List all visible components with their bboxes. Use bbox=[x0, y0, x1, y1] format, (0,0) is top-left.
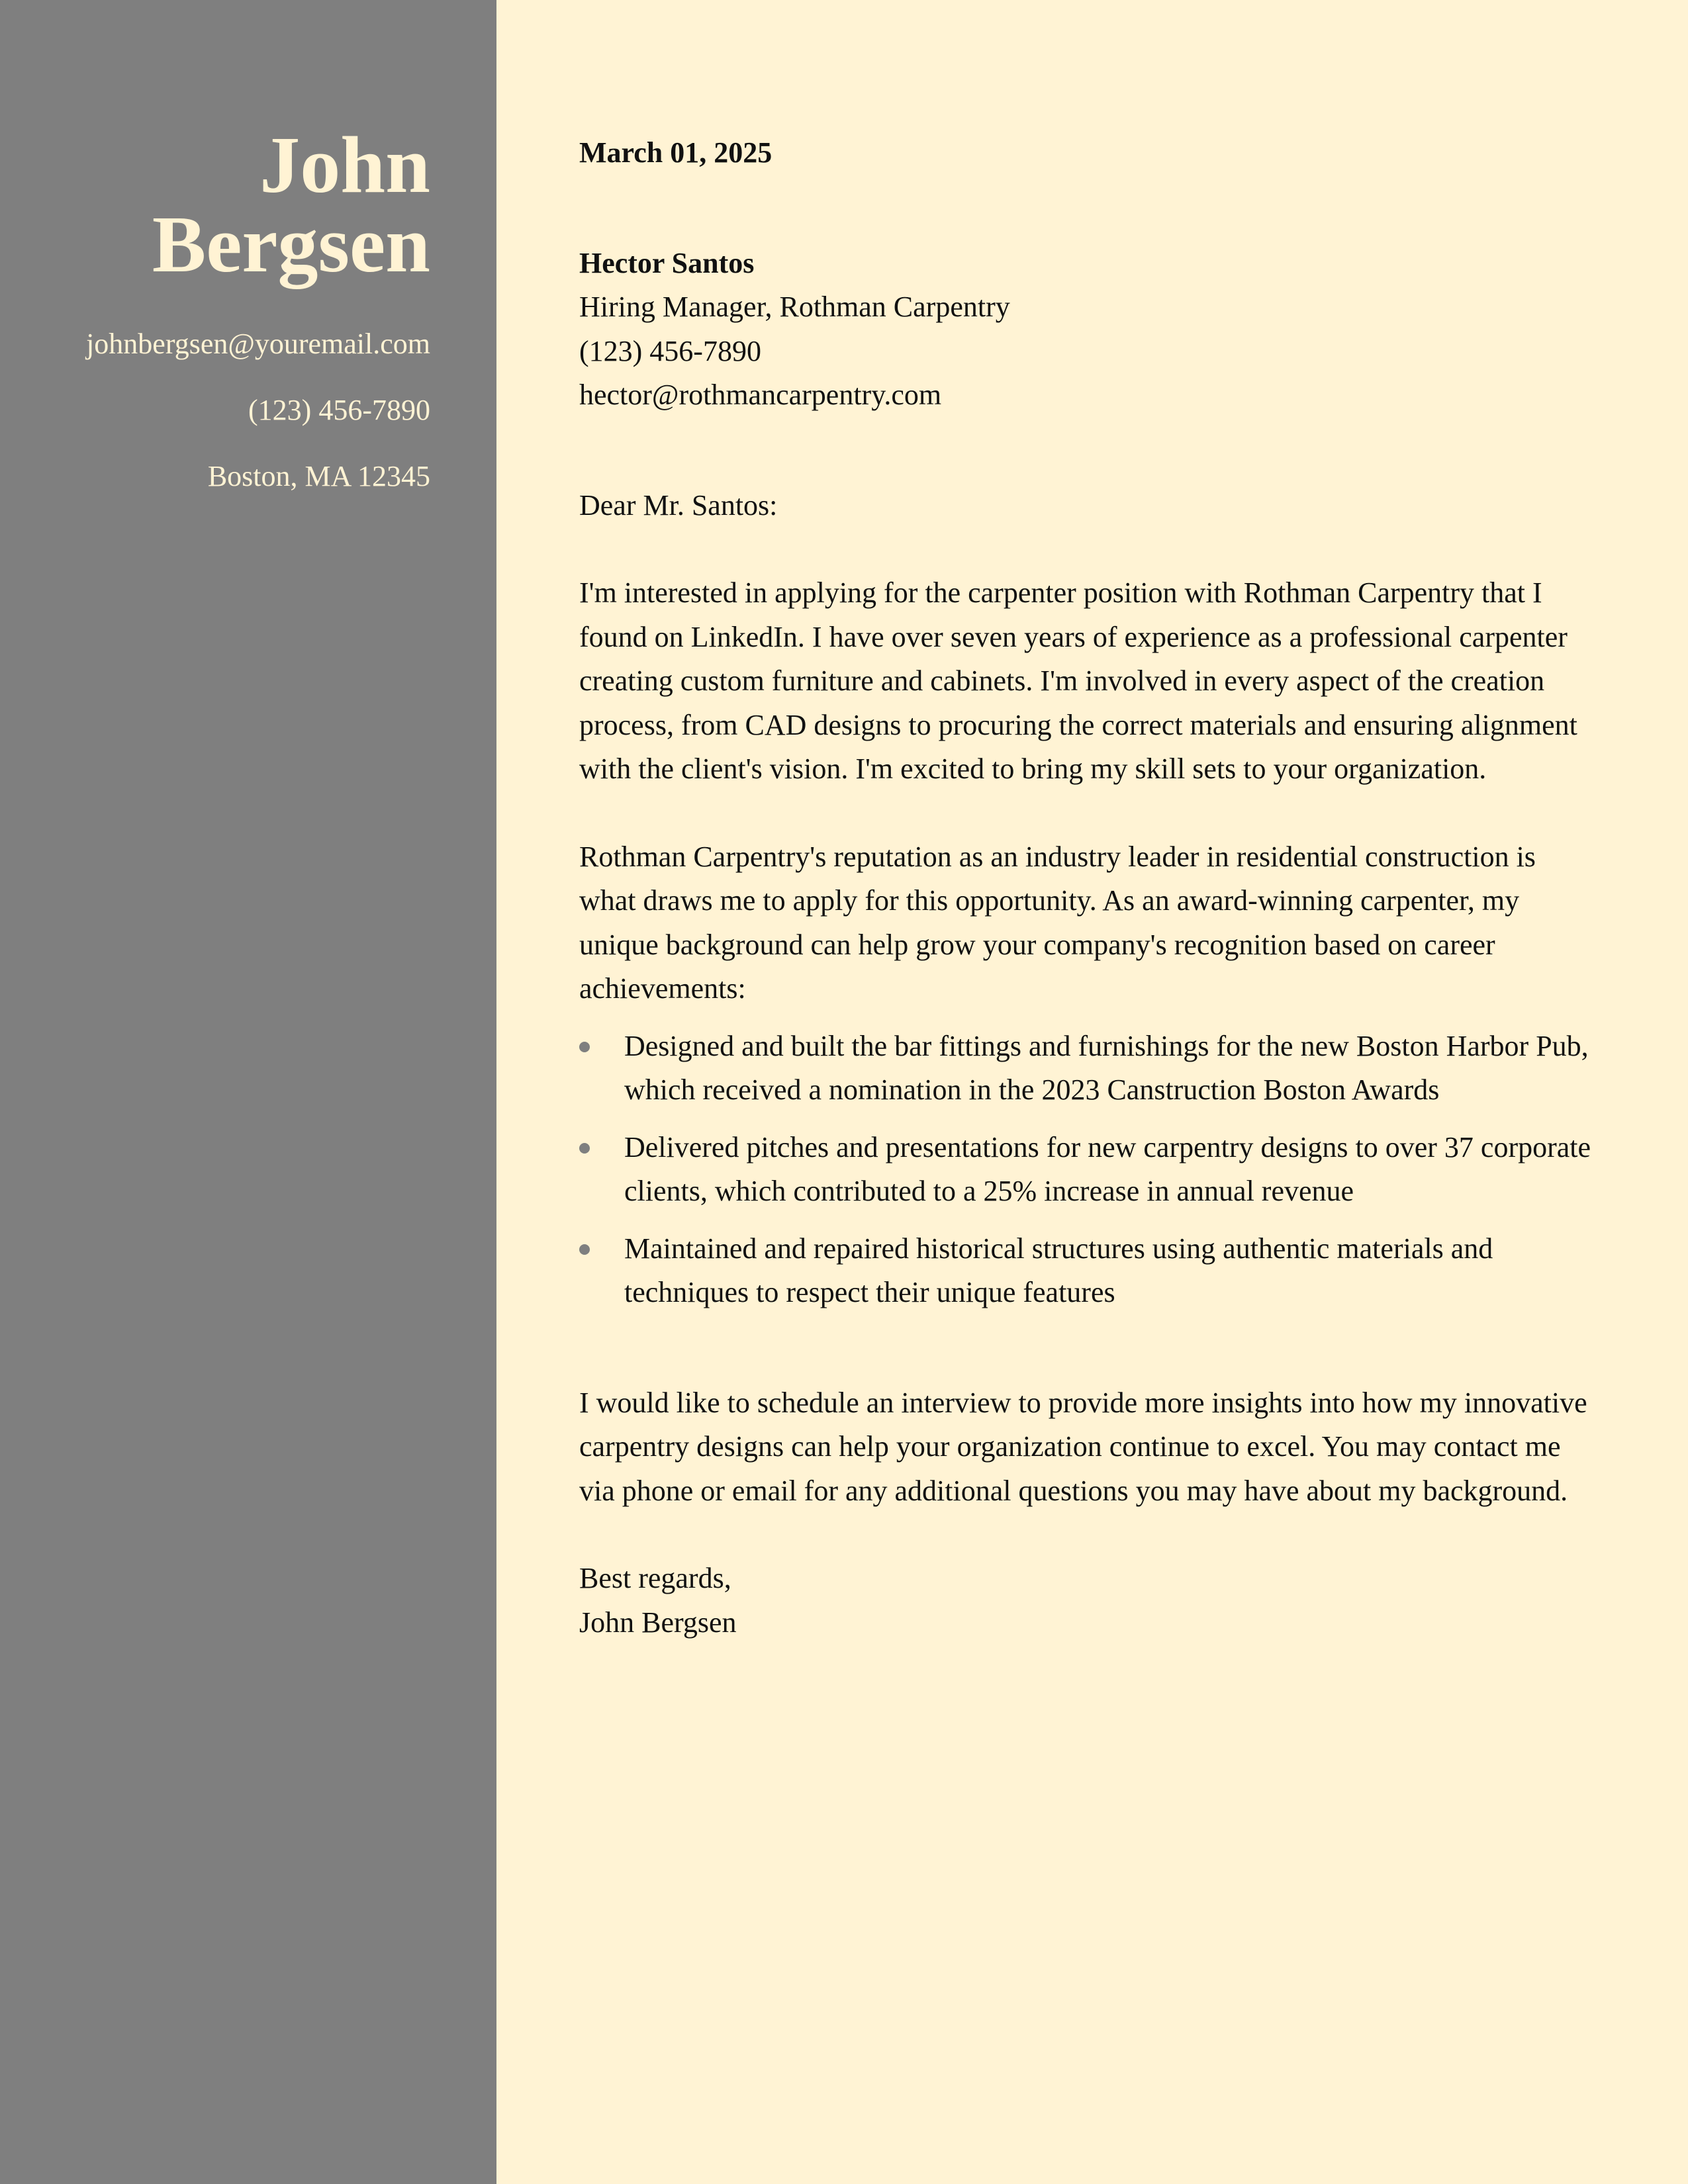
recipient-block bbox=[579, 242, 1592, 418]
paragraph-reputation: Rothman Carpentry's reputation as an industry leader in residential construction is what draws me to apply for this opportunity. As an award-winning carpenter, my unique background can help grow your company's recognition based on career achievements: bbox=[579, 840, 1536, 1005]
bullet-icon bbox=[579, 1143, 590, 1154]
paragraph-closing: I would like to schedule an interview to provide more insights into how my innovative carpentry designs can help your organization continue to excel. You may contact me via phone or email for any additional questions you may have about my background. bbox=[579, 1386, 1587, 1507]
recipient-email: hector@rothmancarpentry.com bbox=[579, 379, 942, 411]
achievement-text: Maintained and repaired historical structures using authentic materials and techniques to respect their unique features bbox=[624, 1232, 1493, 1308]
sender-email: johnbergsen@youremail.com bbox=[86, 328, 430, 360]
sender-phone: (123) 456-7890 bbox=[248, 394, 430, 426]
sender-location: Boston, MA 12345 bbox=[207, 460, 430, 492]
letter-date: March 01, 2025 bbox=[579, 136, 773, 169]
achievement-item bbox=[579, 1024, 1592, 1113]
recipient-phone: (123) 456-7890 bbox=[579, 334, 761, 367]
recipient-name: Hector Santos bbox=[579, 246, 755, 279]
salutation: Dear Mr. Santos: bbox=[579, 488, 778, 522]
sidebar bbox=[0, 0, 496, 2184]
recipient-title: Hiring Manager, Rothman Carpentry bbox=[579, 291, 1010, 323]
sign-off-block bbox=[579, 1557, 1592, 1645]
sender-name bbox=[66, 120, 430, 289]
achievement-item bbox=[579, 1126, 1592, 1214]
achievement-text: Delivered pitches and presentations for new carpentry designs to over 37 corporate clients, which contributed to a 25% increase in annual revenue bbox=[624, 1130, 1591, 1207]
bullet-icon bbox=[579, 1244, 590, 1255]
bullet-icon bbox=[579, 1042, 590, 1052]
sign-off: Best regards, bbox=[579, 1562, 731, 1594]
sender-first-name: John bbox=[259, 120, 430, 210]
sender-info bbox=[66, 120, 430, 499]
signature-name: John Bergsen bbox=[579, 1606, 737, 1639]
letter-body bbox=[579, 131, 1592, 1645]
paragraph-intro: I'm interested in applying for the carpenter position with Rothman Carpentry that I found on LinkedIn. I have over seven years of experience as a professional carpenter creating custom furniture and cabinets. I'm involved in every aspect of the creation process, from CAD designs to procuring the correct materials and ensuring alignment with the client's vision. I'm excited to bring my skill sets to your organization. bbox=[579, 576, 1577, 785]
achievement-item bbox=[579, 1227, 1592, 1315]
achievements-list bbox=[579, 1024, 1592, 1315]
sender-last-name: Bergsen bbox=[152, 200, 430, 289]
achievement-text: Designed and built the bar fittings and furnishings for the new Boston Harbor Pub, which received a nomination in the 2023 Canstruction Boston Awards bbox=[624, 1029, 1589, 1106]
